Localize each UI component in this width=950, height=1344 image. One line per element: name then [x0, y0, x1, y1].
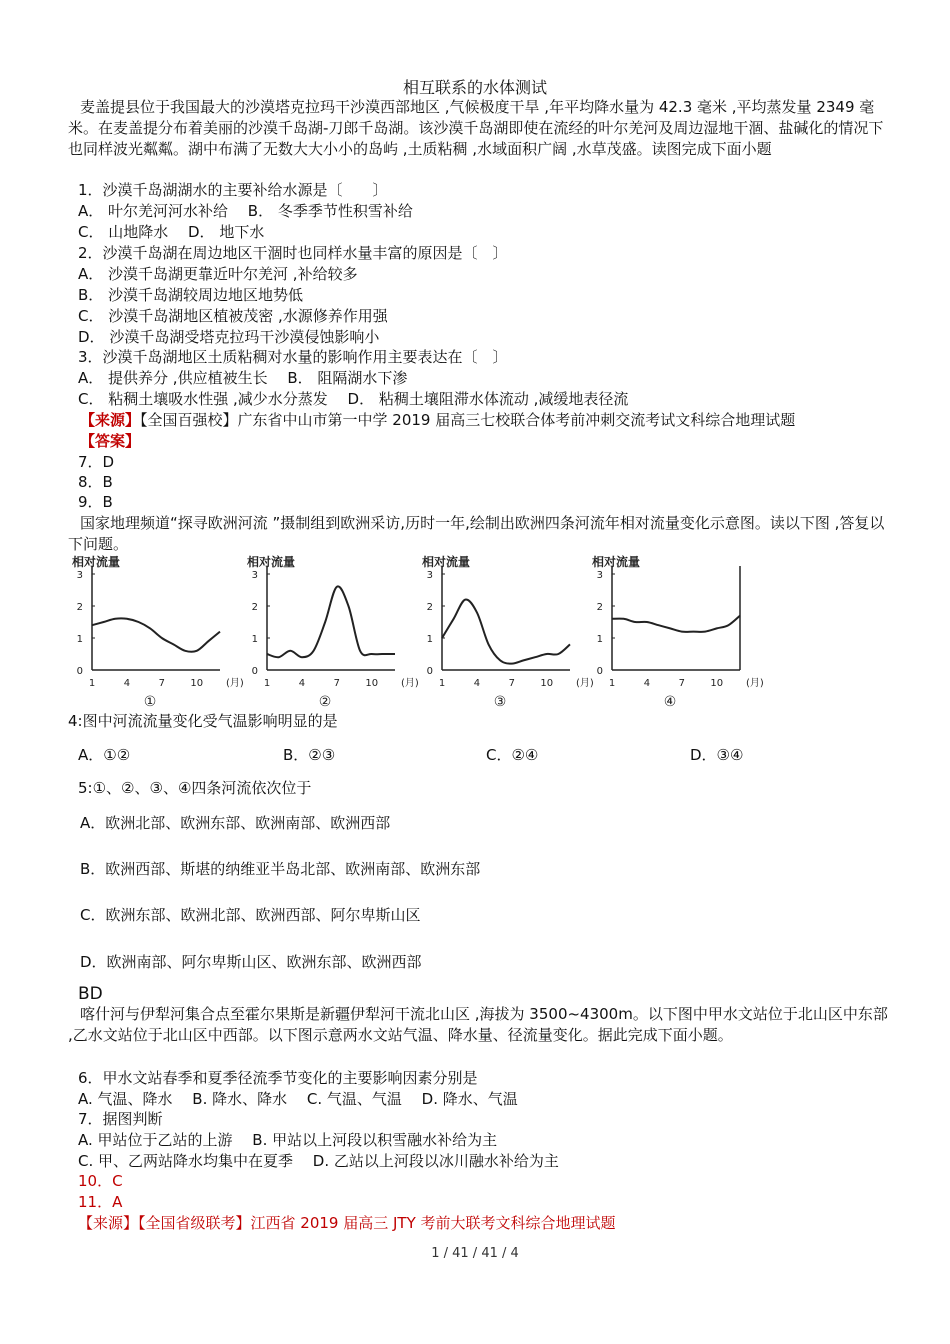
passage-3: 喀什河与伊犁河集合点至霍尔果斯是新疆伊犁河干流北山区 ,海拔为 3500~4300m。以下图中甲水文站位于北山区中东部 ,乙水文站位于北山区中西部。以下图示意两水文站气温、降水量、径流量变化。据此完成下面小题。 — [68, 1005, 888, 1044]
y-axis-label: 相对流量 — [72, 555, 121, 569]
y-tick-label: 2 — [76, 602, 83, 613]
series-line — [442, 599, 570, 663]
question-1-options-cd: C． 山地降水 D． 地下水 — [78, 223, 265, 241]
y-tick-label: 0 — [596, 666, 603, 677]
x-tick-label: 10 — [540, 678, 554, 689]
q4-option-a: A．①② — [78, 746, 131, 764]
chart-number-label: ③ — [493, 694, 507, 710]
question-2-option-c: C． 沙漠千岛湖地区植被茂密 ,水源修养作用强 — [78, 307, 388, 325]
passage-1: 麦盖提县位于我国最大的沙漠塔克拉玛干沙漠西部地区 ,气候极度干旱 ,年平均降水量为 42.3 毫米 ,平均蒸发量 2349 毫米。在麦盖提分布着美丽的沙漠千岛湖-刀郎千岛湖。该沙漠千岛湖即使在流经的叶尔羌河及周边湿地干涸、盐碱化的情况下也同样波光粼粼。湖中布满了无数大大小小的岛屿 ,土质粘稠 ,水域面积广阔 ,水草茂盛。读图完成下面小题 — [68, 98, 884, 158]
x-tick-label: 10 — [190, 678, 204, 689]
source-line-1 — [80, 410, 795, 431]
x-unit-label: (月) — [226, 678, 244, 689]
y-tick-label: 1 — [76, 634, 83, 645]
y-axis-label: 相对流量 — [592, 555, 641, 569]
y-tick-label: 2 — [251, 602, 258, 613]
x-tick-label: 4 — [123, 678, 131, 689]
question-2-option-a: A． 沙漠千岛湖更靠近叶尔羌河 ,补给较多 — [78, 265, 358, 283]
x-tick-label: 7 — [678, 678, 686, 689]
question-2: 2．沙漠千岛湖在周边地区干涸时也同样水量丰富的原因是〔 〕 — [78, 244, 508, 262]
source-tag: 【来源】 — [80, 411, 141, 429]
y-tick-label: 1 — [426, 634, 433, 645]
x-tick-label: 4 — [473, 678, 481, 689]
answer-11: 11．A — [78, 1193, 123, 1211]
y-axis-label: 相对流量 — [247, 555, 296, 569]
flow-chart-4 — [590, 552, 764, 716]
answer-8: 8．B — [78, 473, 113, 491]
y-tick-label: 0 — [426, 666, 433, 677]
x-unit-label: (月) — [746, 678, 764, 689]
y-tick-label: 3 — [251, 570, 258, 581]
chart-number-label: ② — [318, 694, 332, 710]
q4-option-d: D．③④ — [690, 746, 744, 764]
question-3: 3．沙漠千岛湖地区土质粘稠对水量的影响作用主要表达在〔 〕 — [78, 348, 508, 366]
q4-option-c: C．②④ — [486, 746, 539, 764]
q5-option-c: C．欧洲东部、欧洲北部、欧洲西部、阿尔卑斯山区 — [80, 906, 421, 924]
flow-chart-2 — [245, 552, 419, 716]
question-6: 6．甲水文站春季和夏季径流季节变化的主要影响因素分别是 — [78, 1069, 478, 1087]
x-tick-label: 4 — [298, 678, 306, 689]
x-tick-label: 10 — [365, 678, 379, 689]
chart-number-label: ④ — [663, 694, 677, 710]
series-line — [92, 618, 220, 651]
question-6-options: A. 气温、降水 B. 降水、降水 C. 气温、气温 D. 降水、气温 — [78, 1090, 518, 1108]
x-tick-label: 4 — [643, 678, 651, 689]
x-unit-label: (月) — [401, 678, 419, 689]
flow-chart-svg — [590, 552, 764, 712]
question-1: 1．沙漠千岛湖湖水的主要补给水源是〔 〕 — [78, 181, 388, 199]
q5-option-d: D．欧洲南部、阿尔卑斯山区、欧洲东部、欧洲西部 — [80, 953, 422, 971]
question-7-options-cd: C. 甲、乙两站降水均集中在夏季 D. 乙站以上河段以冰川融水补给为主 — [78, 1152, 559, 1170]
x-tick-label: 7 — [508, 678, 516, 689]
passage-2: 国家地理频道“探寻欧洲河流 ”摄制组到欧洲采访,历时一年,绘制出欧洲四条河流年相对流量变化示意图。读以下图 ,答复以下问题。 — [68, 514, 885, 553]
x-tick-label: 10 — [710, 678, 724, 689]
question-7: 7．据图判断 — [78, 1110, 163, 1128]
x-tick-label: 1 — [438, 678, 446, 689]
y-tick-label: 2 — [596, 602, 603, 613]
flow-chart-1 — [70, 552, 244, 716]
y-tick-label: 3 — [596, 570, 603, 581]
y-tick-label: 1 — [596, 634, 603, 645]
x-tick-label: 1 — [263, 678, 271, 689]
answer-7: 7．D — [78, 453, 115, 471]
q5-option-b: B．欧洲西部、斯堪的纳维亚半岛北部、欧洲南部、欧洲东部 — [80, 860, 481, 878]
answer-10: 10．C — [78, 1172, 123, 1190]
flow-chart-svg — [420, 552, 594, 712]
question-2-option-b: B． 沙漠千岛湖较周边地区地势低 — [78, 286, 304, 304]
flow-chart-3 — [420, 552, 594, 716]
question-4: 4:图中河流流量变化受气温影响明显的是 — [68, 712, 338, 730]
y-tick-label: 2 — [426, 602, 433, 613]
answer-4-5: BD — [78, 984, 103, 1004]
x-unit-label: (月) — [576, 678, 594, 689]
y-tick-label: 3 — [76, 570, 83, 581]
y-tick-label: 0 — [251, 666, 258, 677]
answer-tag: 【答案】 — [80, 432, 141, 450]
answer-9: 9．B — [78, 493, 113, 511]
chart-number-label: ① — [143, 694, 157, 710]
x-tick-label: 1 — [608, 678, 616, 689]
source-text: 【全国百强校】广东省中山市第一中学 2019 届高三七校联合体考前冲刺交流考试文科综合地理试题 — [140, 411, 796, 429]
flow-chart-svg — [245, 552, 419, 712]
question-2-option-d: D． 沙漠千岛湖受塔克拉玛干沙漠侵蚀影响小 — [78, 328, 380, 346]
question-7-options-ab: A. 甲站位于乙站的上游 B. 甲站以上河段以积雪融水补给为主 — [78, 1131, 498, 1149]
y-axis-label: 相对流量 — [422, 555, 471, 569]
question-3-options-cd: C． 粘稠土壤吸水性强 ,减少水分蒸发 D． 粘稠土壤阻滞水体流动 ,减缓地表径流 — [78, 390, 629, 408]
x-tick-label: 1 — [88, 678, 96, 689]
x-tick-label: 7 — [333, 678, 341, 689]
source-line-2: 【来源】【全国省级联考】江西省 2019 届高三 JTY 考前大联考文科综合地理试题 — [78, 1214, 616, 1232]
y-tick-label: 3 — [426, 570, 433, 581]
q4-option-b: B．②③ — [283, 746, 336, 764]
river-flow-charts — [70, 552, 764, 712]
question-3-options-ab: A． 提供养分 ,供应植被生长 B． 阻隔湖水下渗 — [78, 369, 408, 387]
question-5: 5:①、②、③、④四条河流依次位于 — [78, 779, 312, 797]
flow-chart-svg — [70, 552, 244, 712]
y-tick-label: 0 — [76, 666, 83, 677]
question-1-options-ab: A． 叶尔羌河河水补给 B． 冬季季节性积雪补给 — [78, 202, 413, 220]
series-line — [612, 616, 740, 632]
series-line — [267, 586, 395, 657]
q5-option-a: A．欧洲北部、欧洲东部、欧洲南部、欧洲西部 — [80, 814, 391, 832]
y-tick-label: 1 — [251, 634, 258, 645]
page-footer: 1 / 41 / 41 / 4 — [431, 1246, 519, 1261]
x-tick-label: 7 — [158, 678, 166, 689]
page-title: 相互联系的水体测试 — [402, 78, 547, 97]
